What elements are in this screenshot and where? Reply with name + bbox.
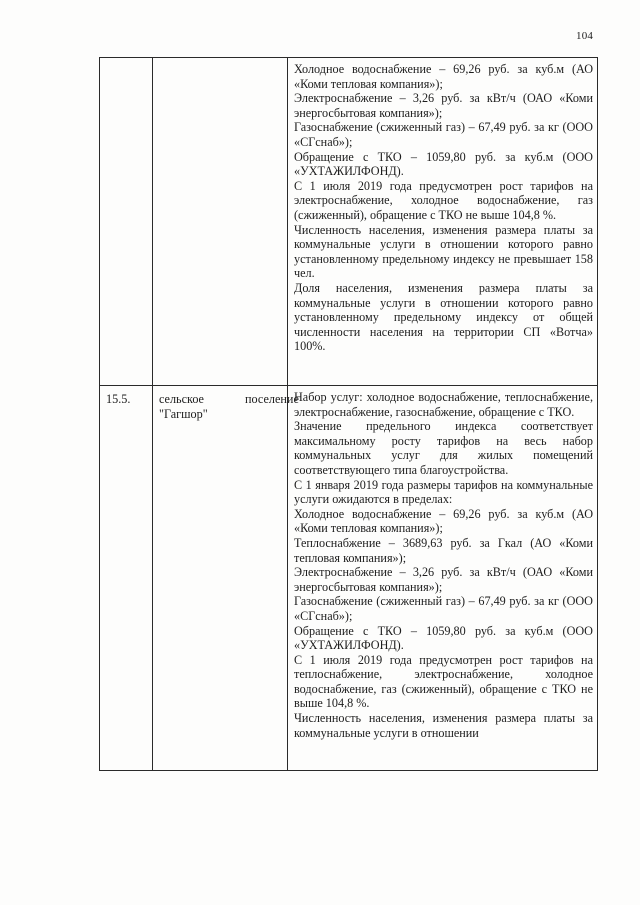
row-number: 15.5. <box>106 392 131 406</box>
paragraph: С 1 июля 2019 года предусмотрен рост тарифов на электроснабжение, холодное водоснабжение, газ (сжиженный), обращение с ТКО не выше 104,8 %. <box>294 178 593 222</box>
settlement-type: сельское поселение <box>159 392 299 406</box>
row-number <box>100 58 152 64</box>
description-text <box>288 386 597 743</box>
paragraph: С 1 июля 2019 года предусмотрен рост тарифов на теплоснабжение, электроснабжение, холодное водоснабжение, газ (сжиженный), обращение с ТКО не выше 104,8 %. <box>294 652 593 711</box>
paragraph: Холодное водоснабжение – 69,26 руб. за куб.м (АО «Коми тепловая компания»); <box>294 62 593 91</box>
paragraph: Численность населения, изменения размера платы за коммунальные услуги в отношении <box>294 711 593 740</box>
paragraph: С 1 января 2019 года размеры тарифов на коммунальные услуги ожидаются в пределах: <box>294 477 593 507</box>
paragraph: Электроснабжение – 3,26 руб. за кВт/ч (ОАО «Коми энергосбытовая компания»); <box>294 565 593 594</box>
paragraph: Электроснабжение – 3,26 руб. за кВт/ч (ОАО «Коми энергосбытовая компания»); <box>294 91 593 120</box>
description-cell <box>288 386 598 771</box>
settlement-name <box>153 58 287 64</box>
table-row <box>100 386 598 771</box>
paragraph: Доля населения, изменения размера платы за коммунальные услуги в отношении которого равно установленному предельному индексу от общей численности населения на территории СП «Вотча» 100%. <box>294 280 593 354</box>
paragraph: Набор услуг: холодное водоснабжение, теплоснабжение, электроснабжение, газоснабжение, обращение с ТКО. <box>294 390 593 419</box>
paragraph: Теплоснабжение – 3689,63 руб. за Гкал (АО «Коми тепловая компания»); <box>294 535 593 565</box>
paragraph: Газоснабжение (сжиженный газ) – 67,49 руб. за кг (ООО «СГснаб»); <box>294 594 593 623</box>
settlement-name <box>153 386 299 421</box>
paragraph: Численность населения, изменения размера платы за коммунальные услуги в отношении которого равно установленному предельному индексу не превышает 158 чел. <box>294 222 593 281</box>
paragraph: Газоснабжение (сжиженный газ) – 67,49 руб. за кг (ООО «СГснаб»); <box>294 120 593 149</box>
description-text <box>288 58 597 357</box>
table-row <box>100 58 598 386</box>
settlement-cell <box>153 58 288 386</box>
paragraph: Холодное водоснабжение – 69,26 руб. за куб.м (АО «Коми тепловая компания»); <box>294 506 593 536</box>
row-number-cell <box>100 386 153 771</box>
paragraph: Обращение с ТКО – 1059,80 руб. за куб.м (ООО «УХТАЖИЛФОНД). <box>294 623 593 653</box>
row-number-cell <box>100 58 153 386</box>
description-cell <box>288 58 598 386</box>
settlement-title: "Гагшор" <box>159 406 208 421</box>
page-number: 104 <box>576 30 594 42</box>
settlement-cell <box>153 386 299 771</box>
paragraph: Значение предельного индекса соответствует максимальному росту тарифов на весь набор коммунальных услуг для жилых помещений соответствующего типа благоустройства. <box>294 419 593 477</box>
tariff-table <box>99 57 598 771</box>
paragraph: Обращение с ТКО – 1059,80 руб. за куб.м (ООО «УХТАЖИЛФОНД). <box>294 149 593 179</box>
